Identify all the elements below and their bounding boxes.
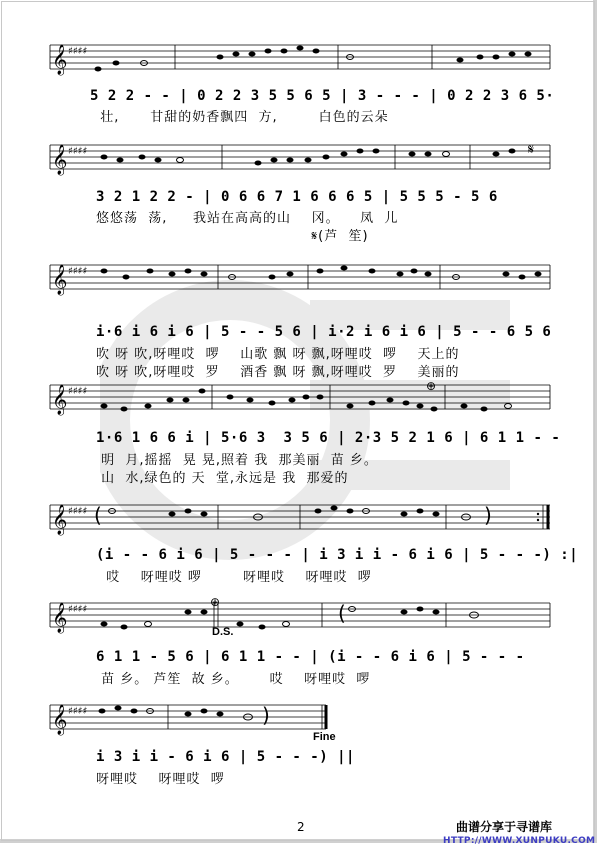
staff-system-3 [0,260,603,300]
staff-system-7 [0,700,603,740]
watermark-text: 曲谱分享于寻谱库 [456,820,553,834]
svg-text:♯♯♯♯: ♯♯♯♯ [68,46,88,57]
svg-text:𝄞: 𝄞 [52,145,68,175]
svg-text:♯♯♯♯: ♯♯♯♯ [68,706,88,717]
lyrics-line-7: 呀哩哎 呀哩哎 啰 [96,772,225,787]
lyrics-line-4a: 明 月,摇摇 晃 晃,照着 我 那美丽 苗 乡。 [96,453,378,468]
lyrics-line-3b: 吹 呀 吹,呀哩哎 罗 酒香 飘 呀 飘,呀哩哎 罗 美丽的 [96,365,460,380]
svg-text:𝄞: 𝄞 [52,265,68,295]
svg-text:(: ( [338,601,346,625]
svg-text:♯♯♯♯: ♯♯♯♯ [68,506,88,517]
svg-text:𝄞: 𝄞 [52,385,68,415]
jianpu-line-5: (i - - 6 i 6 | 5 - - - | i 3 i i - 6 i 6 | 5 - - -) :| [96,547,579,563]
jianpu-line-3: i·6 i 6 i 6 | 5 - - 5 6 | i·2 i 6 i 6 | 5 - - 6 5 6 [96,324,552,340]
svg-text:♯♯♯♯: ♯♯♯♯ [68,146,88,157]
svg-text:𝄞: 𝄞 [52,505,68,535]
staff-system-2 [0,140,603,180]
lyrics-line-2a: 悠悠荡 荡, 我站在高高的山 冈。 凤 儿 [96,211,399,226]
svg-text:𝄞: 𝄞 [52,45,68,75]
lyrics-line-3a: 吹 呀 吹,呀哩哎 啰 山歌 飘 呀 飘,呀哩哎 啰 天上的 [96,347,460,362]
staff-system-5 [0,500,603,540]
jianpu-line-7: i 3 i i - 6 i 6 | 5 - - -) || [96,749,355,765]
svg-text:𝄞: 𝄞 [52,603,68,633]
fine-marking: Fine [313,731,336,743]
lyrics-line-1: 壮, 甘甜的奶香飘四 方, 白色的云朵 [90,110,389,125]
jianpu-line-1: 5 2 2 - - | 0 2 2 3 5 5 6 5 | 3 - - - | 0 2 2 3 6 5· [90,88,555,104]
svg-text:𝄋: 𝄋 [528,142,535,158]
svg-text:): ) [262,703,270,727]
jianpu-line-4: 1·6 1 6 6 i | 5·6 3 3 5 6 | 2·3 5 2 1 6 | 6 1 1 - - [96,430,561,446]
svg-text:♯♯♯♯: ♯♯♯♯ [68,604,88,615]
watermark-url[interactable]: HTTP://WWW.XUNPUKU.COM [443,836,596,846]
svg-text:): ) [484,503,492,527]
svg-text:𝄞: 𝄞 [52,705,68,735]
page-number: 2 [297,820,305,834]
lyrics-line-2b: 𝄋(芦 笙) [96,229,369,244]
ds-marking: D.S. [212,626,234,638]
staff-system-4 [0,380,603,420]
lyrics-line-5: 哎 呀哩哎 啰 呀哩哎 呀哩哎 啰 [96,570,372,585]
lyrics-line-6: 苗 乡。 芦笙 故 乡。 哎 呀哩哎 啰 [96,672,371,687]
lyrics-line-4b: 山 水,绿色的 天 堂,永远是 我 那爱的 [96,471,349,486]
staff-system-6 [0,595,603,638]
svg-text:♯♯♯♯: ♯♯♯♯ [68,386,88,397]
svg-text:♯♯♯♯: ♯♯♯♯ [68,266,88,277]
svg-text:⊕: ⊕ [210,595,221,609]
svg-text:(: ( [94,503,102,527]
jianpu-line-2: 3 2 1 2 2 - | 0 6 6 7 1 6 6 6 5 | 5 5 5 - 5 6 [96,189,498,205]
jianpu-line-6: 6 1 1 - 5 6 | 6 1 1 - - | (i - - 6 i 6 | 5 - - - [96,649,525,665]
svg-text:⊕: ⊕ [426,379,437,393]
staff-system-1 [0,40,603,80]
